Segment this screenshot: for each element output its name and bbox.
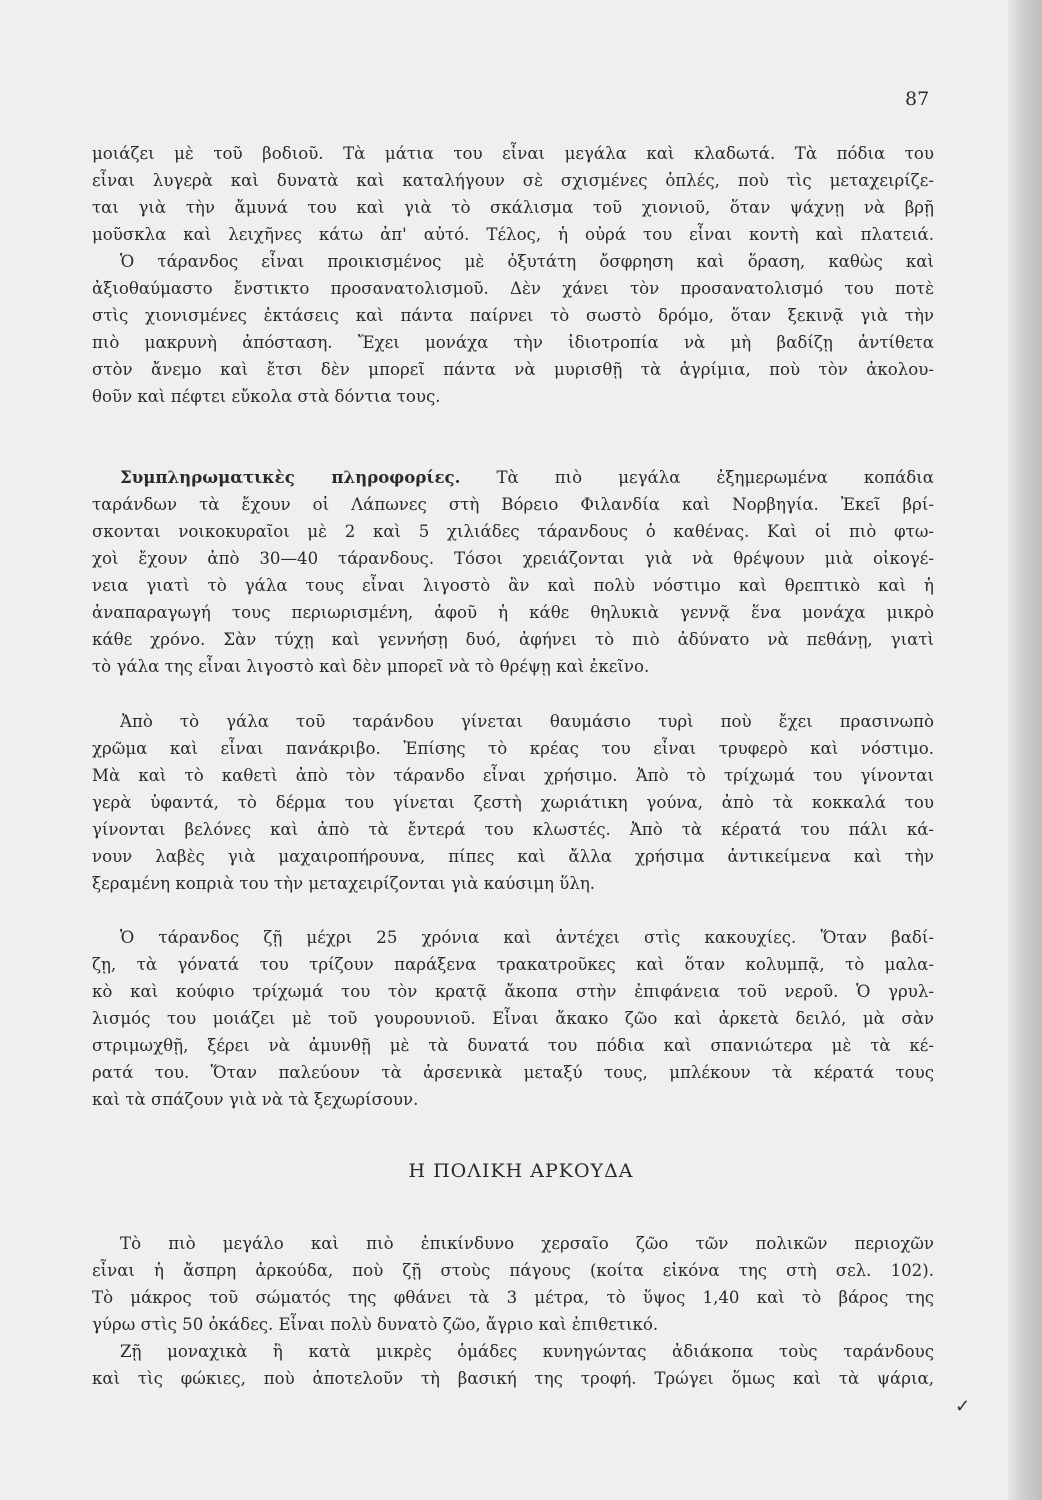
text-line: σκονται νοικοκυραῖοι μὲ 2 καὶ 5 χιλιάδες τάρανδους ὁ καθένας. Καὶ οἱ πιὸ φτω- <box>92 522 934 541</box>
text-line: νουν λαβὲς γιὰ μαχαιροπήρουνα, πίπες καὶ ἄλλα χρήσιμα ἀντικείμενα καὶ τὴν <box>92 847 934 866</box>
text-line: στὶς χιονισμένες ἐκτάσεις καὶ πάντα παίρνει τὸ σωστὸ δρόμο, ὅταν ξεκινᾷ γιὰ τὴν <box>92 306 934 325</box>
text-line: Ὁ τάρανδος εἶναι προικισμένος μὲ ὀξυτάτη ὄσφρηση καὶ ὅραση, καθὼς καὶ <box>120 252 934 271</box>
text-line: ξεραμένη κοπριὰ του τὴν μεταχειρίζονται γιὰ καύσιμη ὕλη. <box>92 874 596 893</box>
text-line: γύρω στὶς 50 ὀκάδες. Εἶναι πολὺ δυνατὸ ζῶο, ἄγριο καὶ ἐπιθετικό. <box>92 1315 659 1334</box>
text-line: Μὰ καὶ τὸ καθετὶ ἀπὸ τὸν τάρανδο εἶναι χρήσιμο. Ἀπὸ τὸ τρίχωμά του γίνονται <box>92 766 934 785</box>
text-line: πιὸ μακρυνὴ ἀπόσταση. Ἔχει μονάχα τὴν ἰδιοτροπία νὰ μὴ βαδίζῃ ἀντίθετα <box>92 333 934 352</box>
text-line: εἶναι ἡ ἄσπρη ἀρκούδα, ποὺ ζῇ στοὺς πάγους (κοίτα εἰκόνα της στὴ σελ. 102). <box>92 1261 934 1280</box>
text-line: Ζῇ μοναχικὰ ἢ κατὰ μικρὲς ὁμάδες κυνηγώντας ἀδιάκοπα τοὺς ταράνδους <box>120 1342 934 1361</box>
text-line: στριμωχθῇ, ξέρει νὰ ἀμυνθῇ μὲ τὰ δυνατά του πόδια καὶ σπανιώτερα μὲ τὰ κέ- <box>92 1036 934 1055</box>
binding-edge <box>1008 0 1042 1500</box>
text-line: λισμός του μοιάζει μὲ τοῦ γουρουνιοῦ. Εἶναι ἄκακο ζῶο καὶ ἀρκετὰ δειλό, μὰ σὰν <box>92 1009 934 1028</box>
text-line: τὸ γάλα της εἶναι λιγοστὸ καὶ δὲν μπορεῖ νὰ τὸ θρέψῃ καὶ ἐκεῖνο. <box>92 657 650 676</box>
page-number: 87 <box>905 88 930 110</box>
text-line: καὶ τὶς φώκιες, ποὺ ἀποτελοῦν τὴ βασική της τροφή. Τρώγει ὅμως καὶ τὰ ψάρια, <box>92 1369 934 1388</box>
text-line: χοὶ ἔχουν ἀπὸ 30—40 τάρανδους. Τόσοι χρειάζονται γιὰ νὰ θρέψουν μιὰ οἰκογέ- <box>92 549 934 568</box>
text-line: Τὸ πιὸ μεγάλο καὶ πιὸ ἐπικίνδυνο χερσαῖο ζῶο τῶν πολικῶν περιοχῶν <box>120 1234 934 1253</box>
text-line: Ἀπὸ τὸ γάλα τοῦ ταράνδου γίνεται θαυμάσιο τυρὶ ποὺ ἔχει πρασινωπὸ <box>120 712 934 731</box>
text-line: γίνονται βελόνες καὶ ἀπὸ τὰ ἔντερά του κλωστές. Ἀπὸ τὰ κέρατά του πάλι κά- <box>92 820 934 839</box>
text-line: θοῦν καὶ πέφτει εὔκολα στὰ δόντια τους. <box>92 387 441 406</box>
text-line: μοῦσκλα καὶ λειχῆνες κάτω ἀπ' αὐτό. Τέλος, ἡ οὐρά του εἶναι κοντὴ καὶ πλατειά. <box>92 225 934 244</box>
text-line: Τὸ μάκρος τοῦ σώματός της φθάνει τὰ 3 μέτρα, τὸ ὕψος 1,40 καὶ τὸ βάρος της <box>92 1288 934 1307</box>
paragraph-polar-bear-intro <box>92 1230 934 1338</box>
paragraph-lifespan <box>92 924 934 1113</box>
paragraph-antler-description <box>92 140 934 248</box>
section-title: Η ΠΟΛΙΚΗ ΑΡΚΟΥΔΑ <box>408 1160 634 1182</box>
text-line: ζῃ, τὰ γόνατά του τρίζουν παράξενα τρακατροῦκες καὶ ὅταν κολυμπᾷ, τὸ μαλα- <box>92 955 934 974</box>
text-line: στὸν ἄνεμο καὶ ἔτσι δὲν μπορεῖ πάντα νὰ μυρισθῇ τὰ ἀγρίμια, ποὺ τὸν ἀκολου- <box>92 360 934 379</box>
paragraph-senses <box>92 248 934 410</box>
text-line: καὶ τὰ σπάζουν γιὰ νὰ τὰ ξεχωρίσουν. <box>92 1090 419 1109</box>
text-line: νεια γιατὶ τὸ γάλα τους εἶναι λιγοστὸ ἂν καὶ πολὺ νόστιμο καὶ θρεπτικὸ καὶ ἡ <box>92 576 934 595</box>
lead-in-continuation: Τὰ πιὸ μεγάλα ἐξημερωμένα κοπάδια <box>460 468 934 487</box>
text-line: κὸ καὶ κούφιο τρίχωμά του τὸν κρατᾷ ἄκοπα στὴν ἐπιφάνεια τοῦ νεροῦ. Ὁ γρυλ- <box>92 982 934 1001</box>
text-line: χρῶμα καὶ εἶναι πανάκριβο. Ἐπίσης τὸ κρέας του εἶναι τρυφερὸ καὶ νόστιμο. <box>92 739 934 758</box>
paragraph-polar-bear-diet <box>92 1338 934 1392</box>
paragraph-products <box>92 708 934 897</box>
text-line: Ὁ τάρανδος ζῇ μέχρι 25 χρόνια καὶ ἀντέχει στὶς κακουχίες. Ὅταν βαδί- <box>120 928 934 947</box>
text-line: ἀναπαραγωγή τους περιωρισμένη, ἀφοῦ ἡ κάθε θηλυκιὰ γεννᾷ ἕνα μονάχα μικρὸ <box>92 603 934 622</box>
text-line <box>92 464 934 491</box>
text-line: ρατά του. Ὅταν παλεύουν τὰ ἀρσενικὰ μεταξύ τους, μπλέκουν τὰ κέρατά τους <box>92 1063 934 1082</box>
pen-mark-icon: ✓ <box>955 1396 971 1417</box>
text-line: ται γιὰ τὴν ἄμυνά του καὶ γιὰ τὸ σκάλισμα τοῦ χιονιοῦ, ὅταν ψάχνῃ νὰ βρῇ <box>92 198 934 217</box>
paragraph-supplementary-info <box>92 464 934 680</box>
text-line: ἀξιοθαύμαστο ἔνστικτο προσανατολισμοῦ. Δὲν χάνει τὸν προσανατολισμό του ποτὲ <box>92 279 934 298</box>
text-line: εἶναι λυγερὰ καὶ δυνατὰ καὶ καταλήγουν σὲ σχισμένες ὁπλές, ποὺ τὶς μεταχειρίζε- <box>92 171 934 190</box>
text-line: μοιάζει μὲ τοῦ βοδιοῦ. Τὰ μάτια του εἶναι μεγάλα καὶ κλαδωτά. Τὰ πόδια του <box>92 144 934 163</box>
text-line: κάθε χρόνο. Σὰν τύχῃ καὶ γεννήσῃ δυό, ἀφήνει τὸ πιὸ ἀδύνατο νὰ πεθάνῃ, γιατὶ <box>92 630 934 649</box>
text-line: γερὰ ὑφαντά, τὸ δέρμα του γίνεται ζεστὴ χωριάτικη γούνα, ἀπὸ τὰ κοκκαλά του <box>92 793 934 812</box>
lead-in-heading: Συμπληρωματικὲς πληροφορίες. <box>120 467 461 487</box>
text-line: ταράνδων τὰ ἔχουν οἱ Λάπωνες στὴ Βόρειο Φιλανδία καὶ Νορβηγία. Ἐκεῖ βρί- <box>92 495 934 514</box>
